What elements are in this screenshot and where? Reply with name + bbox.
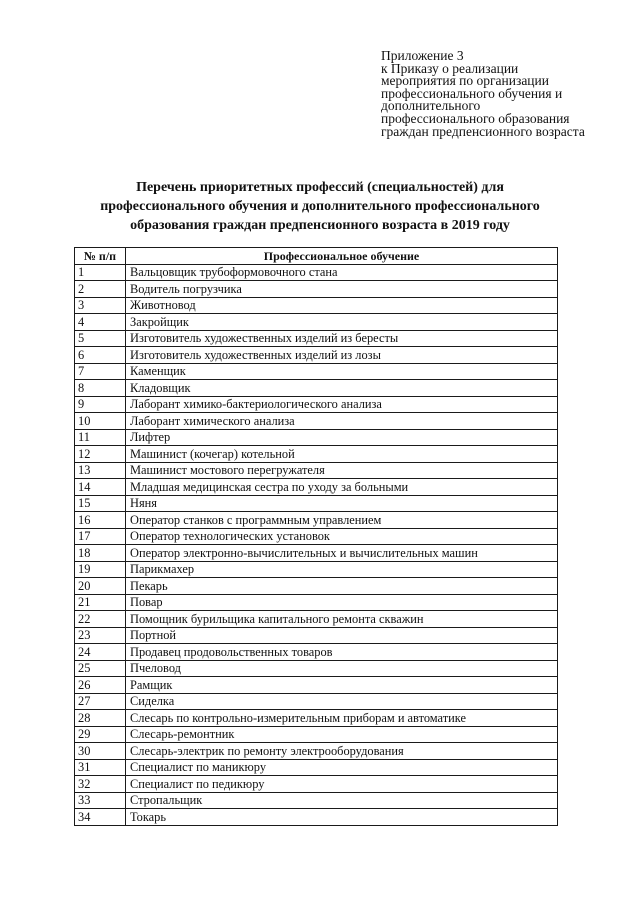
- table-row: [75, 264, 558, 281]
- table-row: [75, 380, 558, 397]
- row-number: 9: [75, 396, 126, 413]
- row-number: 25: [75, 660, 126, 677]
- row-profession: Парикмахер: [126, 561, 558, 578]
- row-profession: Лаборант химико-бактериологического анализа: [126, 396, 558, 413]
- row-number: 13: [75, 462, 126, 479]
- row-number: 31: [75, 759, 126, 776]
- row-profession: Оператор станков с программным управлением: [126, 512, 558, 529]
- table-row: [75, 297, 558, 314]
- row-profession: Стропальщик: [126, 792, 558, 809]
- table-row: [75, 578, 558, 595]
- table-row: [75, 281, 558, 298]
- table-row: [75, 429, 558, 446]
- row-profession: Слесарь-электрик по ремонту электрооборудования: [126, 743, 558, 760]
- table-row: [75, 693, 558, 710]
- row-profession: Токарь: [126, 809, 558, 826]
- header-profession: Профессиональное обучение: [126, 248, 558, 265]
- row-number: 16: [75, 512, 126, 529]
- row-profession: Оператор технологических установок: [126, 528, 558, 545]
- row-profession: Пекарь: [126, 578, 558, 595]
- row-profession: Лаборант химического анализа: [126, 413, 558, 430]
- row-number: 34: [75, 809, 126, 826]
- row-profession: Няня: [126, 495, 558, 512]
- row-profession: Изготовитель художественных изделий из лозы: [126, 347, 558, 364]
- row-number: 21: [75, 594, 126, 611]
- table-row: [75, 743, 558, 760]
- row-number: 3: [75, 297, 126, 314]
- row-number: 17: [75, 528, 126, 545]
- row-profession: Младшая медицинская сестра по уходу за больными: [126, 479, 558, 496]
- row-number: 24: [75, 644, 126, 661]
- table-row: [75, 330, 558, 347]
- row-profession: Специалист по маникюру: [126, 759, 558, 776]
- table-row: [75, 462, 558, 479]
- table-row: [75, 512, 558, 529]
- row-number: 15: [75, 495, 126, 512]
- row-profession: Сиделка: [126, 693, 558, 710]
- header-number: № п/п: [75, 248, 126, 265]
- appendix-line: к Приказу о реализации: [381, 60, 519, 76]
- table-row: [75, 776, 558, 793]
- appendix-line: профессионального образования: [381, 110, 570, 126]
- row-number: 14: [75, 479, 126, 496]
- row-profession: Продавец продовольственных товаров: [126, 644, 558, 661]
- appendix-line: мероприятия по организации: [381, 73, 549, 89]
- table-row: [75, 792, 558, 809]
- row-profession: Машинист мостового перегружателя: [126, 462, 558, 479]
- row-profession: Специалист по педикюру: [126, 776, 558, 793]
- row-number: 27: [75, 693, 126, 710]
- table-row: [75, 611, 558, 628]
- table-row: [75, 809, 558, 826]
- title-line: профессионального обучения и дополнительного профессионального: [100, 199, 540, 214]
- row-profession: Слесарь-ремонтник: [126, 726, 558, 743]
- row-number: 26: [75, 677, 126, 694]
- row-profession: Лифтер: [126, 429, 558, 446]
- appendix-line: граждан предпенсионного возраста: [381, 123, 585, 139]
- row-number: 11: [75, 429, 126, 446]
- document-title: [60, 178, 580, 235]
- row-profession: Повар: [126, 594, 558, 611]
- row-profession: Изготовитель художественных изделий из бересты: [126, 330, 558, 347]
- table-row: [75, 660, 558, 677]
- row-profession: Рамщик: [126, 677, 558, 694]
- table-row: [75, 347, 558, 364]
- row-number: 33: [75, 792, 126, 809]
- row-profession: Закройщик: [126, 314, 558, 331]
- row-number: 22: [75, 611, 126, 628]
- table-row: [75, 726, 558, 743]
- row-profession: Пчеловод: [126, 660, 558, 677]
- row-profession: Кладовщик: [126, 380, 558, 397]
- row-number: 1: [75, 264, 126, 281]
- appendix-line: Приложение 3: [381, 48, 464, 63]
- row-number: 18: [75, 545, 126, 562]
- row-number: 5: [75, 330, 126, 347]
- row-profession: Каменщик: [126, 363, 558, 380]
- row-number: 28: [75, 710, 126, 727]
- table-row: [75, 677, 558, 694]
- table-row: [75, 627, 558, 644]
- row-number: 32: [75, 776, 126, 793]
- row-number: 2: [75, 281, 126, 298]
- table-row: [75, 594, 558, 611]
- appendix-line: дополнительного: [381, 98, 481, 114]
- table-row: [75, 446, 558, 463]
- row-profession: Вальцовщик трубоформовочного стана: [126, 264, 558, 281]
- table-row: [75, 644, 558, 661]
- table-row: [75, 710, 558, 727]
- row-profession: Машинист (кочегар) котельной: [126, 446, 558, 463]
- row-number: 23: [75, 627, 126, 644]
- row-number: 10: [75, 413, 126, 430]
- row-profession: Помощник бурильщика капитального ремонта скважин: [126, 611, 558, 628]
- row-number: 30: [75, 743, 126, 760]
- row-number: 7: [75, 363, 126, 380]
- table-row: [75, 528, 558, 545]
- table-row: [75, 314, 558, 331]
- table-row: [75, 561, 558, 578]
- table-body: [75, 264, 558, 825]
- table-row: [75, 479, 558, 496]
- table-row: [75, 363, 558, 380]
- title-line: образования граждан предпенсионного возраста в 2019 году: [130, 218, 510, 233]
- row-number: 12: [75, 446, 126, 463]
- row-profession: Оператор электронно-вычислительных и вычислительных машин: [126, 545, 558, 562]
- row-number: 4: [75, 314, 126, 331]
- title-line: Перечень приоритетных профессий (специальностей) для: [136, 180, 504, 195]
- table-row: [75, 545, 558, 562]
- row-profession: Портной: [126, 627, 558, 644]
- table-header-row: [75, 248, 558, 265]
- table-row: [75, 759, 558, 776]
- row-number: 29: [75, 726, 126, 743]
- professions-table: [74, 247, 558, 826]
- table-row: [75, 413, 558, 430]
- appendix-line: профессионального обучения и: [381, 85, 563, 101]
- row-number: 8: [75, 380, 126, 397]
- row-number: 19: [75, 561, 126, 578]
- row-profession: Слесарь по контрольно-измерительным приборам и автоматике: [126, 710, 558, 727]
- row-number: 6: [75, 347, 126, 364]
- appendix-note: [381, 50, 631, 138]
- row-number: 20: [75, 578, 126, 595]
- row-profession: Животновод: [126, 297, 558, 314]
- table-row: [75, 396, 558, 413]
- table-row: [75, 495, 558, 512]
- row-profession: Водитель погрузчика: [126, 281, 558, 298]
